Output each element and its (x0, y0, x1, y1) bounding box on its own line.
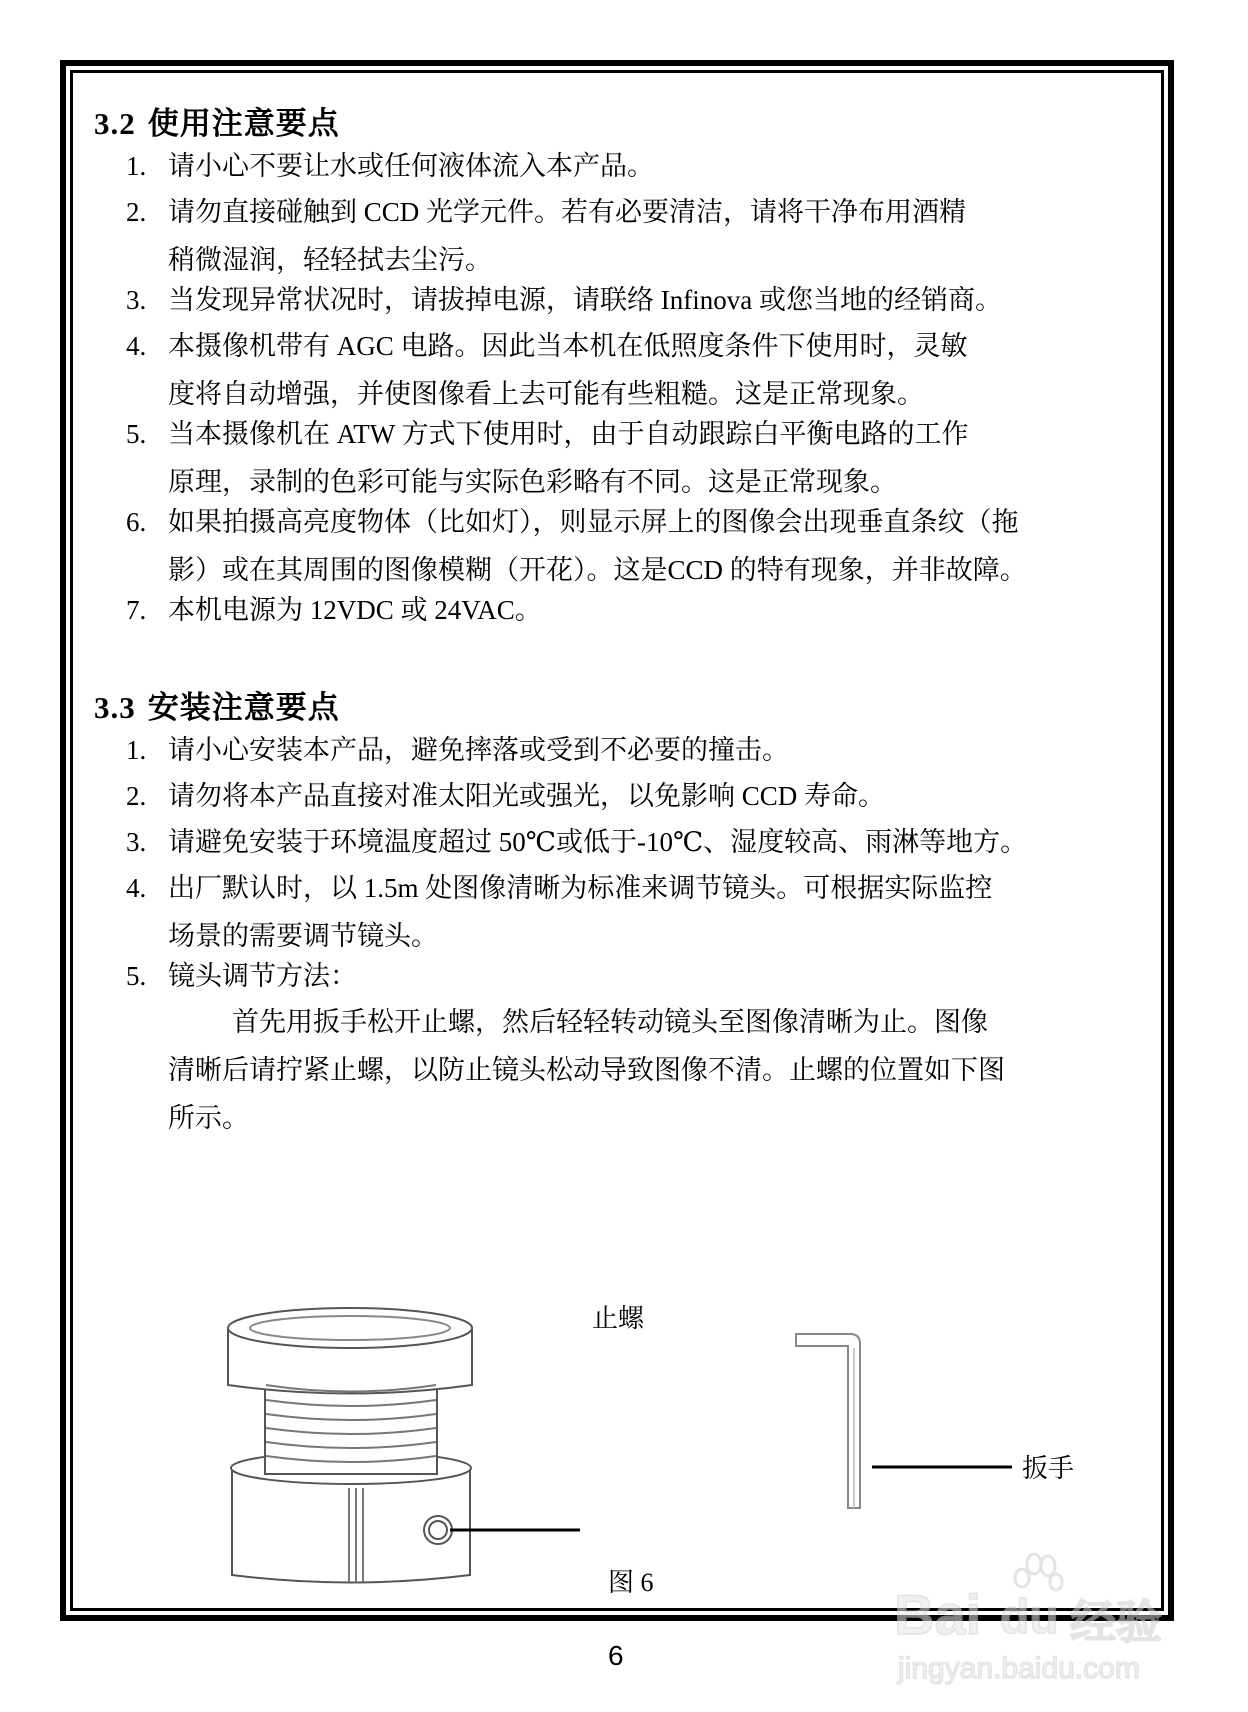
item-number: 3. (126, 285, 147, 315)
list-item (126, 772, 1126, 820)
list-item (126, 498, 1126, 594)
baidu-watermark (890, 1560, 1180, 1710)
page-number: 6 (608, 1640, 624, 1671)
item-text: 请小心安装本产品，避免摔落或受到不必要的撞击。 (168, 735, 789, 765)
item-text-continued: 场景的需要调节镜头。 (168, 921, 438, 951)
item-text-continued: 度将自动增强，并使图像看上去可能有些粗糙。这是正常现象。 (168, 379, 924, 409)
item-text: 本摄像机带有 AGC 电路。因此当本机在低照度条件下使用时，灵敏 (168, 331, 968, 361)
list-item (126, 952, 1126, 1000)
set-screw-label: 止螺 (592, 1304, 645, 1333)
watermark-brand-cn: 经验 (1070, 1596, 1162, 1648)
item-text: 请勿将本产品直接对准太阳光或强光，以免影响 CCD 寿命。 (168, 781, 886, 811)
item-number: 5. (126, 419, 147, 449)
list-item (126, 864, 1126, 960)
list-item (126, 142, 1126, 190)
item-number: 6. (126, 507, 147, 537)
paragraph-line: 清晰后请拧紧止螺，以防止镜头松动导致图像不清。止螺的位置如下图 (168, 1055, 1005, 1085)
section-heading-3-2 (94, 98, 340, 143)
item-number: 1. (126, 735, 147, 765)
lens-illustration (220, 1290, 580, 1590)
item-number: 4. (126, 873, 147, 903)
item-number: 3. (126, 827, 147, 857)
item-text: 本机电源为 12VDC 或 24VAC。 (168, 595, 542, 625)
list-item (126, 586, 1126, 634)
list-item (126, 188, 1126, 284)
figure-caption: 图 6 (608, 1568, 654, 1597)
item-number: 2. (126, 781, 147, 811)
list-item (126, 726, 1126, 774)
item-text: 当本摄像机在 ATW 方式下使用时，由于自动跟踪白平衡电路的工作 (168, 419, 969, 449)
item-text: 请勿直接碰触到 CCD 光学元件。若有必要清洁，请将干净布用酒精 (168, 197, 967, 227)
item-text: 当发现异常状况时，请拔掉电源，请联络 Infinova 或您当地的经销商。 (168, 285, 1002, 315)
watermark-brand: Bai (894, 1583, 982, 1646)
item-text: 如果拍摄高亮度物体（比如灯），则显示屏上的图像会出现垂直条纹（拖 (168, 507, 1019, 537)
item-text-continued: 稍微湿润，轻轻拭去尘污。 (168, 245, 492, 275)
section-title-text: 使用注意要点 (147, 106, 340, 141)
item-text-continued: 影）或在其周围的图像模糊（开花）。这是CCD 的特有现象，并非故障。 (168, 555, 1027, 585)
item-number: 5. (126, 961, 147, 991)
item-number: 7. (126, 595, 147, 625)
watermark-url: jingyan.baidu.com (898, 1652, 1140, 1685)
list-item (126, 322, 1126, 418)
watermark-brand-du: du (1000, 1591, 1059, 1644)
item-text-continued: 原理，录制的色彩可能与实际色彩略有不同。这是正常现象。 (168, 467, 897, 497)
paragraph-line: 首先用扳手松开止螺，然后轻轻转动镜头至图像清晰为止。图像 (232, 1007, 988, 1037)
method-paragraph (168, 998, 1128, 1142)
item-number: 2. (126, 197, 147, 227)
paragraph-line: 所示。 (168, 1103, 249, 1133)
section-number: 3.2 (94, 106, 136, 141)
wrench-label: 扳手 (1022, 1454, 1075, 1483)
page-content (70, 70, 1164, 1611)
item-text: 镜头调节方法： (168, 961, 357, 991)
item-number: 1. (126, 151, 147, 181)
item-text: 请小心不要让水或任何液体流入本产品。 (168, 151, 654, 181)
item-text: 请避免安装于环境温度超过 50℃或低于-10℃、湿度较高、雨淋等地方。 (168, 827, 1028, 857)
item-number: 4. (126, 331, 147, 361)
list-item (126, 276, 1126, 324)
section-heading-3-3 (94, 682, 340, 727)
item-text: 出厂默认时，以 1.5m 处图像清晰为标准来调节镜头。可根据实际监控 (168, 873, 993, 903)
section-title-text: 安装注意要点 (147, 690, 340, 725)
list-item (126, 818, 1126, 866)
section-number: 3.3 (94, 690, 136, 725)
list-item (126, 410, 1126, 506)
